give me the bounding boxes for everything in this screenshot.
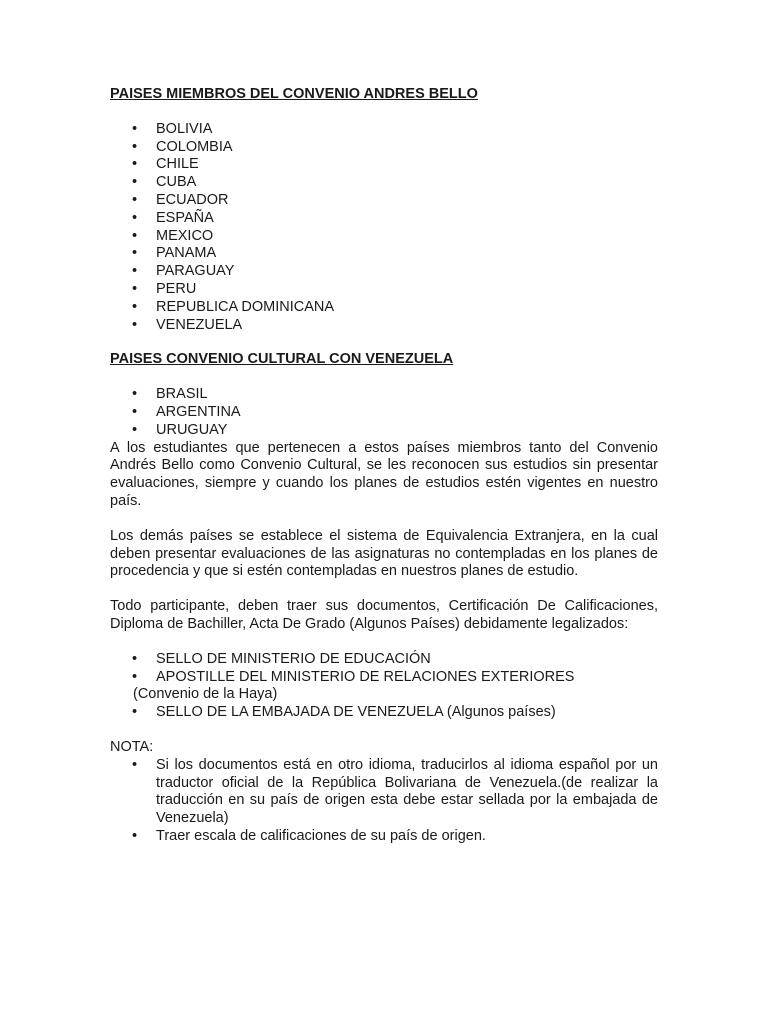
list-item: • APOSTILLE DEL MINISTERIO DE RELACIONES EXTERIORES bbox=[110, 669, 658, 687]
list-item: • MEXICO bbox=[110, 228, 658, 246]
list-item: • VENEZUELA bbox=[110, 317, 658, 335]
list-item: • SELLO DE LA EMBAJADA DE VENEZUELA (Algunos países) bbox=[110, 704, 658, 722]
spacer bbox=[110, 581, 658, 598]
list-item: • BRASIL bbox=[110, 386, 658, 404]
list-item: • CHILE bbox=[110, 156, 658, 174]
list-item: • PANAMA bbox=[110, 245, 658, 263]
nota-list bbox=[110, 757, 658, 846]
paragraph-documents: Todo participante, deben traer sus documentos, Certificación De Calificaciones, Diploma de Bachiller, Acta De Grado (Algunos Países) debidamente legalizados: bbox=[110, 598, 658, 632]
list-item: • REPUBLICA DOMINICANA bbox=[110, 299, 658, 317]
list-item: • Traer escala de calificaciones de su país de origen. bbox=[110, 828, 658, 846]
list-item: • CUBA bbox=[110, 174, 658, 192]
requirements-list bbox=[110, 651, 658, 687]
cultural-agreement-country-list bbox=[110, 386, 658, 439]
spacer bbox=[110, 104, 658, 121]
list-item: • ARGENTINA bbox=[110, 404, 658, 422]
spacer bbox=[110, 722, 658, 739]
nota-label: NOTA: bbox=[110, 738, 154, 755]
requirement-continuation: (Convenio de la Haya) bbox=[133, 686, 278, 703]
spacer bbox=[110, 634, 658, 651]
paragraph-recognition: A los estudiantes que pertenecen a estos países miembros tanto del Convenio Andrés Bello como Convenio Cultural, se les reconocen sus estudios sin presentar evaluaciones, siempre y cuando los planes de estudios estén vigentes en nuestro país. bbox=[110, 439, 658, 509]
spacer bbox=[110, 511, 658, 528]
list-item: • PERU bbox=[110, 281, 658, 299]
list-item: • ESPAÑA bbox=[110, 210, 658, 228]
list-item: • Si los documentos está en otro idioma, traducirlos al idioma español por un traductor oficial de la República Bolivariana de Venezuela.(de realizar la traducción en su país de origen esta debe estar sellada por la embajada de Venezuela) bbox=[110, 757, 658, 828]
section1-title: PAISES MIEMBROS DEL CONVENIO ANDRES BELLO bbox=[110, 86, 478, 102]
requirements-list-continued bbox=[110, 704, 658, 722]
andres-bello-country-list bbox=[110, 121, 658, 335]
document-page bbox=[110, 86, 658, 846]
list-item: • ECUADOR bbox=[110, 192, 658, 210]
list-item: • COLOMBIA bbox=[110, 139, 658, 157]
list-item: • BOLIVIA bbox=[110, 121, 658, 139]
list-item: • URUGUAY bbox=[110, 422, 658, 440]
section2-title: PAISES CONVENIO CULTURAL CON VENEZUELA bbox=[110, 351, 454, 368]
paragraph-equivalence: Los demás países se establece el sistema de Equivalencia Extranjera, en la cual deben presentar evaluaciones de las asignaturas no contempladas en los planes de procedencia y que si estén contempladas en nuestros planes de estudio. bbox=[110, 527, 658, 580]
spacer bbox=[110, 334, 658, 351]
list-item: • SELLO DE MINISTERIO DE EDUCACIÓN bbox=[110, 651, 658, 669]
list-item: • PARAGUAY bbox=[110, 263, 658, 281]
spacer bbox=[110, 369, 658, 386]
